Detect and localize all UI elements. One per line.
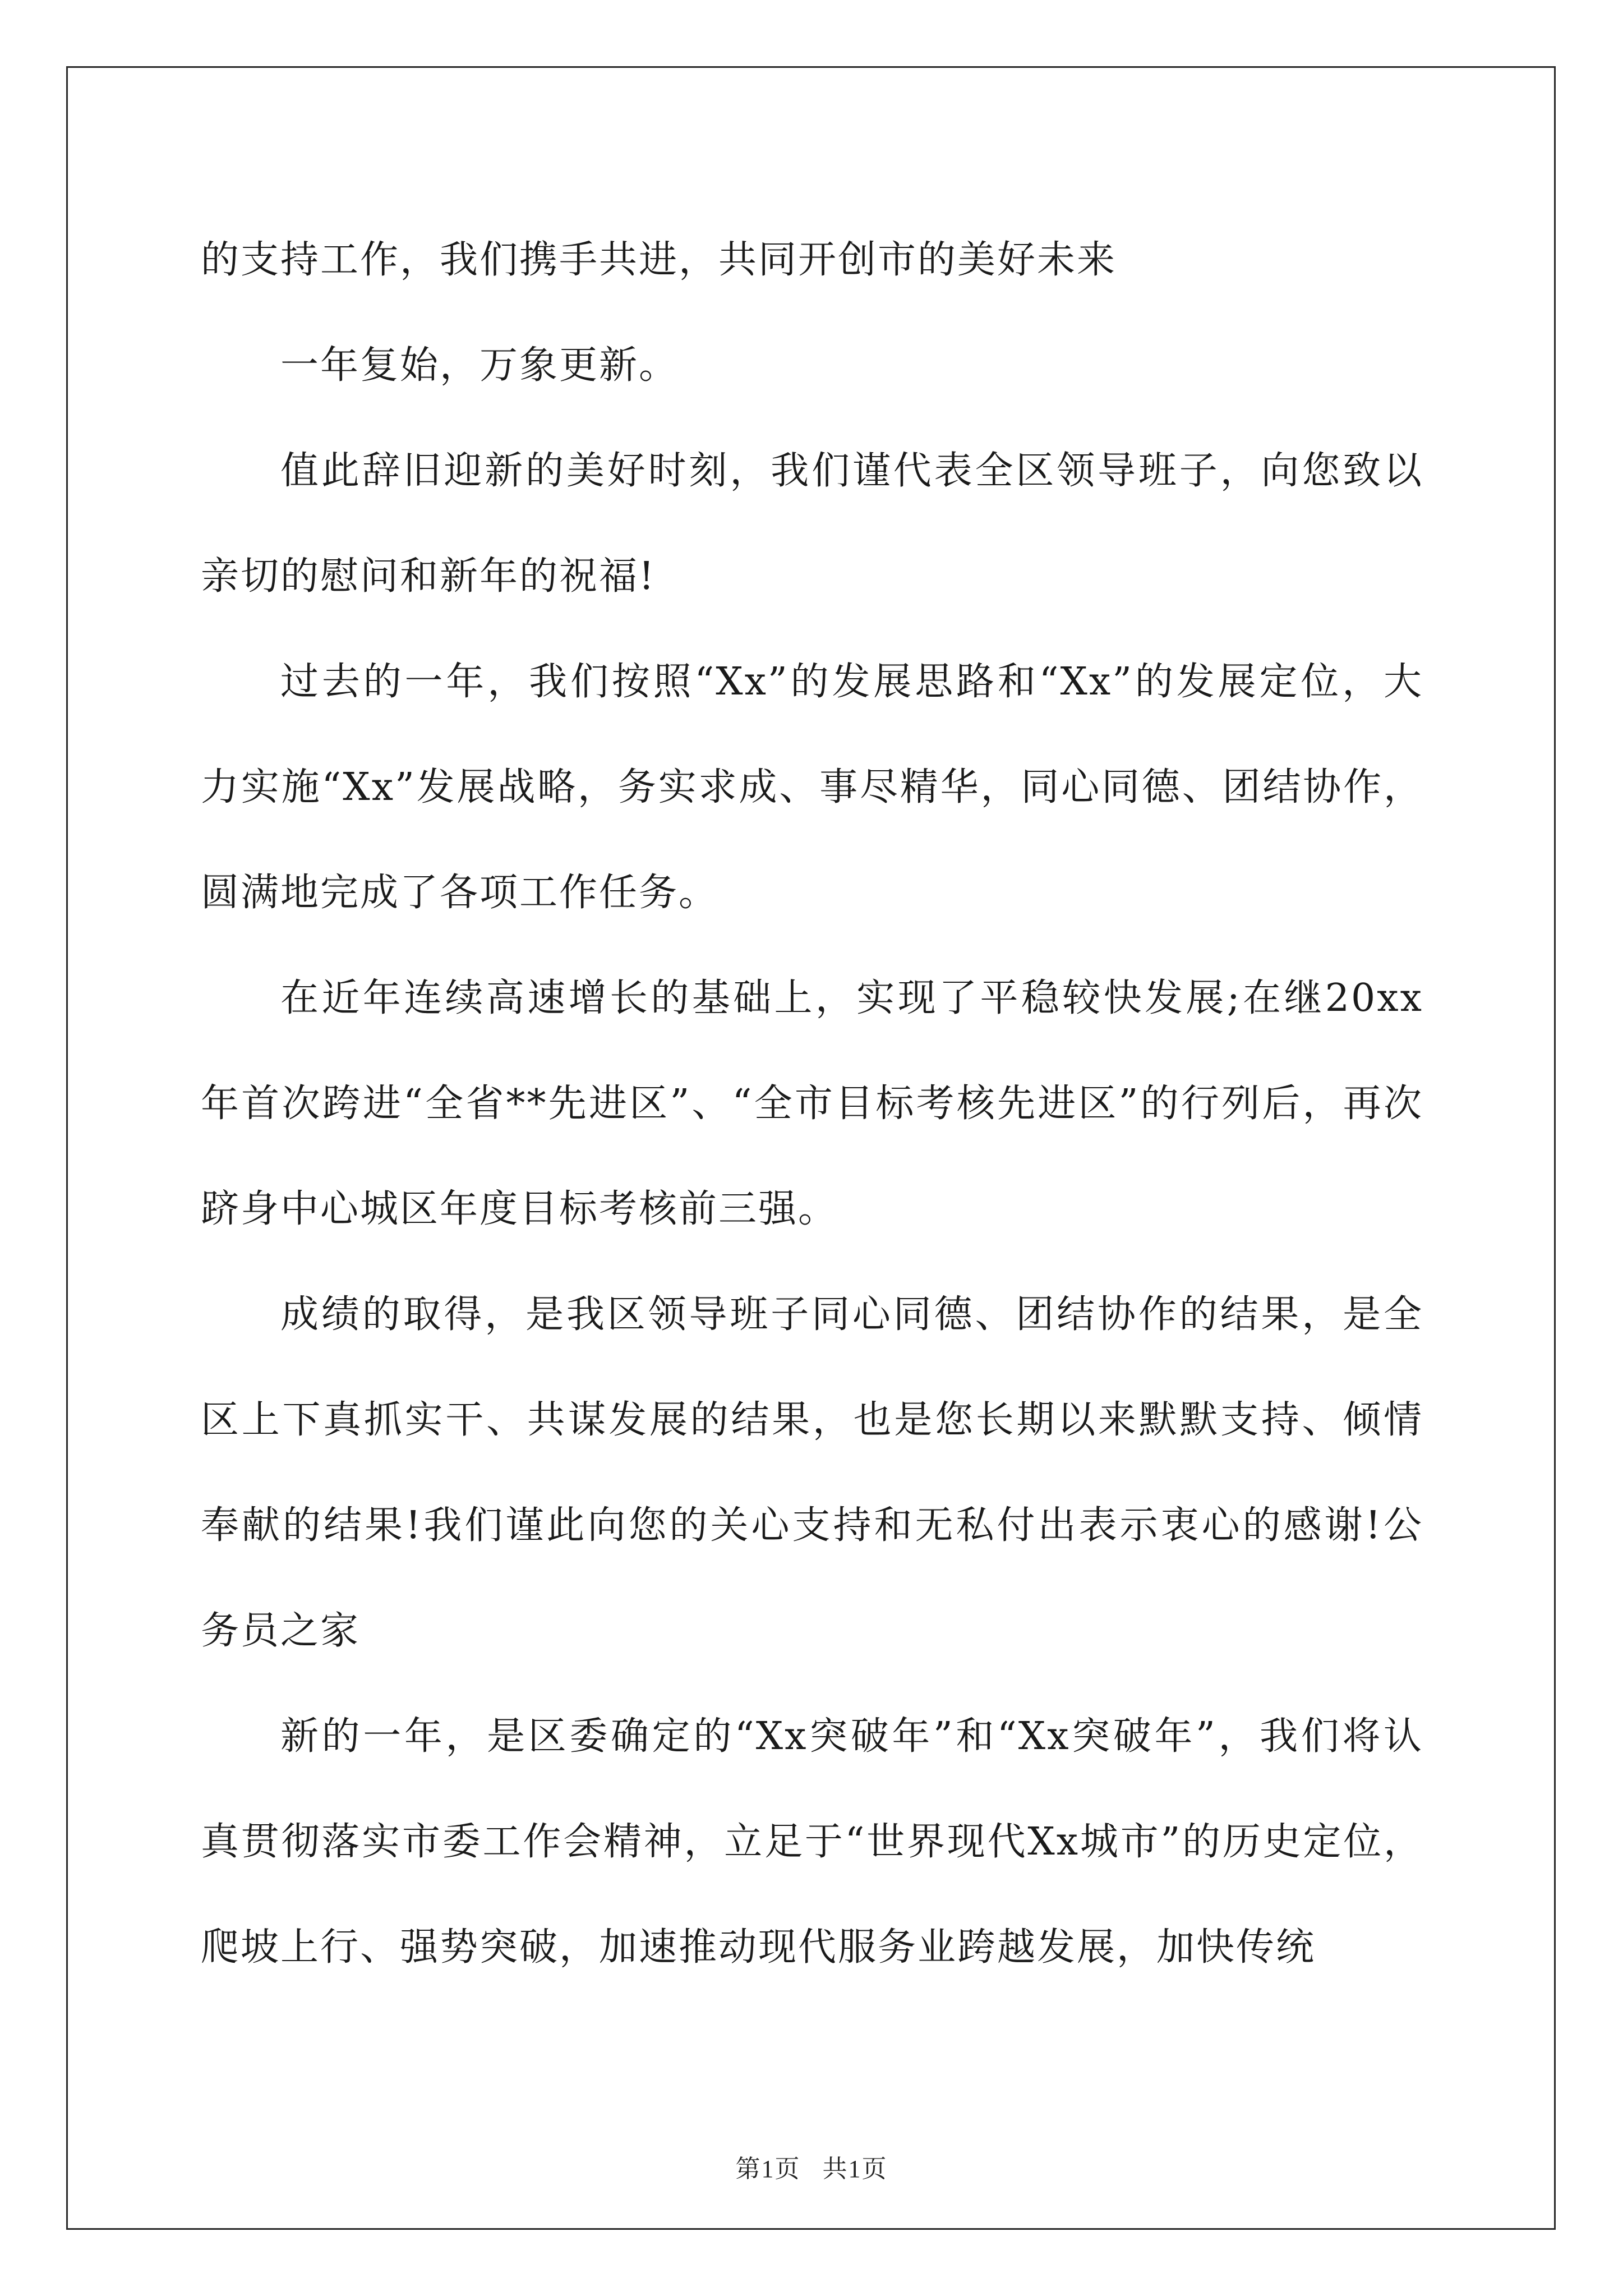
paragraph-7: 新的一年，是区委确定的“Xx突破年”和“Xx突破年”，我们将认真贯彻落实市委工作会精神，立足于“世界现代Xx城市”的历史定位，爬坡上行、强势突破，加速推动现代服务业跨越发展，加快传统 bbox=[201, 1714, 1423, 1970]
paragraph-4: 过去的一年，我们按照“Xx”的发展思路和“Xx”的发展定位，大力实施“Xx”发展战略，务实求成、事尽精华，同心同德、团结协作，圆满地完成了各项工作任务。 bbox=[201, 660, 1423, 915]
paragraph-2: 一年复始，万象更新。 bbox=[280, 343, 679, 388]
page-footer bbox=[0, 2148, 1623, 2184]
document-body bbox=[201, 208, 1423, 2000]
paragraph-5: 在近年连续高速增长的基础上，实现了平稳较快发展;在继20xx年首次跨进“全省**先进区”、“全市目标考核先进区”的行列后，再次跻身中心城区年度目标考核前三强。 bbox=[201, 976, 1423, 1231]
page-number-label: 第1页 共1页 bbox=[735, 2155, 888, 2183]
paragraph-1: 的支持工作，我们携手共进，共同开创市的美好未来 bbox=[201, 238, 1117, 282]
paragraph-6: 成绩的取得，是我区领导班子同心同德、团结协作的结果，是全区上下真抓实干、共谋发展的结果，也是您长期以来默默支持、倾情奉献的结果!我们谨此向您的关心支持和无私付出表示衷心的感谢!公务员之家 bbox=[201, 1292, 1423, 1653]
paragraph-3: 值此辞旧迎新的美好时刻，我们谨代表全区领导班子，向您致以亲切的慰问和新年的祝福! bbox=[201, 449, 1423, 599]
